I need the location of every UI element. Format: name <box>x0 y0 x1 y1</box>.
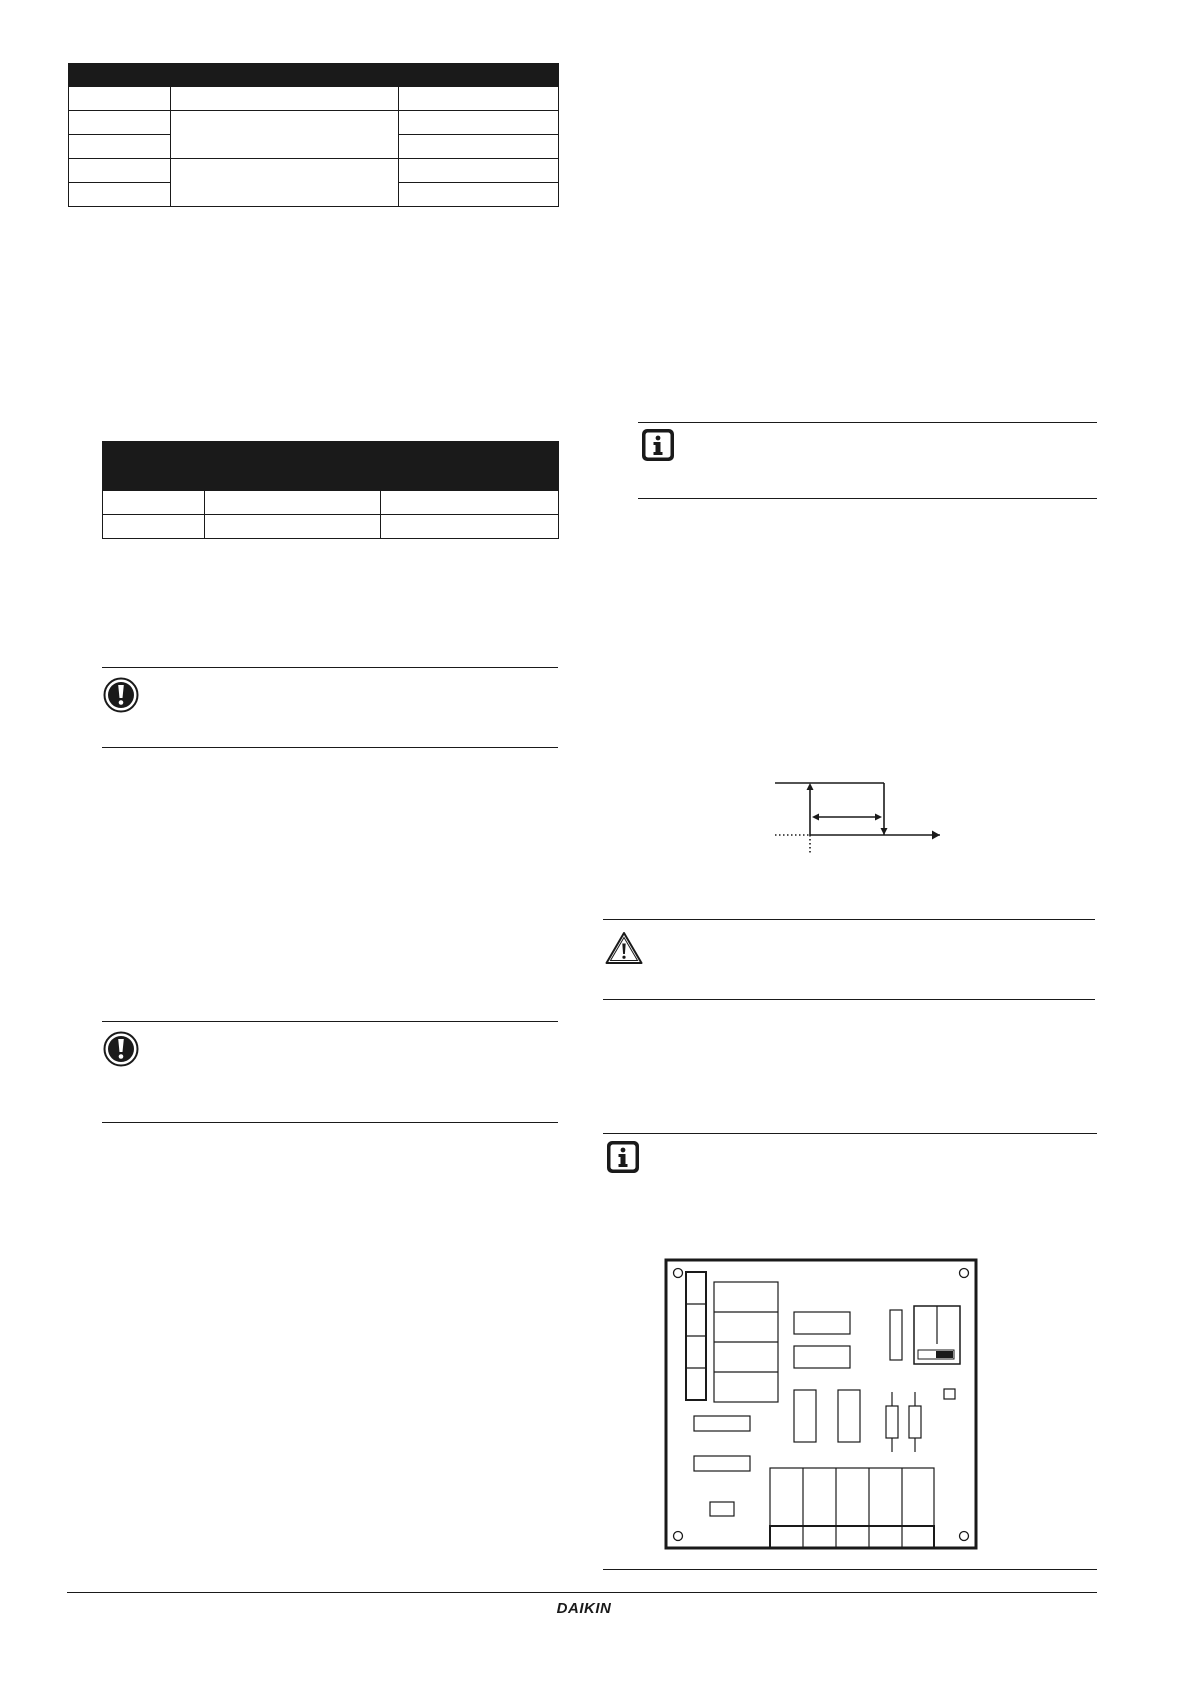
terminal-block <box>770 1468 934 1548</box>
table-2-header <box>103 442 559 491</box>
component-block <box>890 1310 902 1360</box>
table-row <box>103 491 559 515</box>
component-block <box>710 1502 734 1516</box>
resistor <box>909 1406 921 1438</box>
mounting-hole <box>674 1532 683 1541</box>
terminal-screws <box>770 1526 934 1548</box>
table-2 <box>102 441 559 539</box>
component-block <box>694 1416 750 1431</box>
exclamation-icon <box>103 677 139 713</box>
warning-top-rule <box>603 919 1095 920</box>
footer-rule <box>67 1592 1097 1593</box>
arrow-up-icon <box>807 783 814 790</box>
arrow-right-icon <box>932 831 940 840</box>
resistor <box>886 1406 898 1438</box>
pcb-board-diagram <box>664 1258 982 1552</box>
arrow-left-icon <box>812 814 819 821</box>
exclamation-icon <box>103 1031 139 1067</box>
daikin-logo: DAIKIN <box>556 1600 612 1617</box>
warning-triangle-icon <box>605 931 643 965</box>
component-block <box>794 1346 850 1368</box>
notice-2-bottom-rule <box>102 1122 558 1123</box>
warning-bottom-rule <box>603 999 1095 1000</box>
arrow-down-icon <box>881 828 888 835</box>
table-1-header <box>69 64 559 87</box>
led <box>944 1389 955 1399</box>
table-row <box>103 515 559 539</box>
info-2-top-rule <box>603 1133 1097 1134</box>
table-1 <box>68 63 559 207</box>
notice-1-bottom-rule <box>102 747 558 748</box>
table-row <box>69 159 559 183</box>
notice-2-top-rule <box>102 1021 558 1022</box>
mounting-hole <box>960 1532 969 1541</box>
hysteresis-diagram <box>770 775 950 855</box>
ic-chip <box>794 1390 816 1442</box>
mounting-hole <box>960 1269 969 1278</box>
info-2-bottom-rule <box>603 1569 1097 1570</box>
component-block <box>694 1456 750 1471</box>
info-1-bottom-rule <box>638 498 1097 499</box>
table-row <box>69 87 559 111</box>
info-1-top-rule <box>638 422 1097 423</box>
ic-chip <box>838 1390 860 1442</box>
table-row <box>69 111 559 135</box>
arrow-right-icon <box>875 814 882 821</box>
info-icon <box>606 1140 640 1174</box>
info-icon <box>641 428 675 462</box>
notice-1-top-rule <box>102 667 558 668</box>
pcb-outline <box>666 1260 976 1548</box>
component-block <box>794 1312 850 1334</box>
mounting-hole <box>674 1269 683 1278</box>
